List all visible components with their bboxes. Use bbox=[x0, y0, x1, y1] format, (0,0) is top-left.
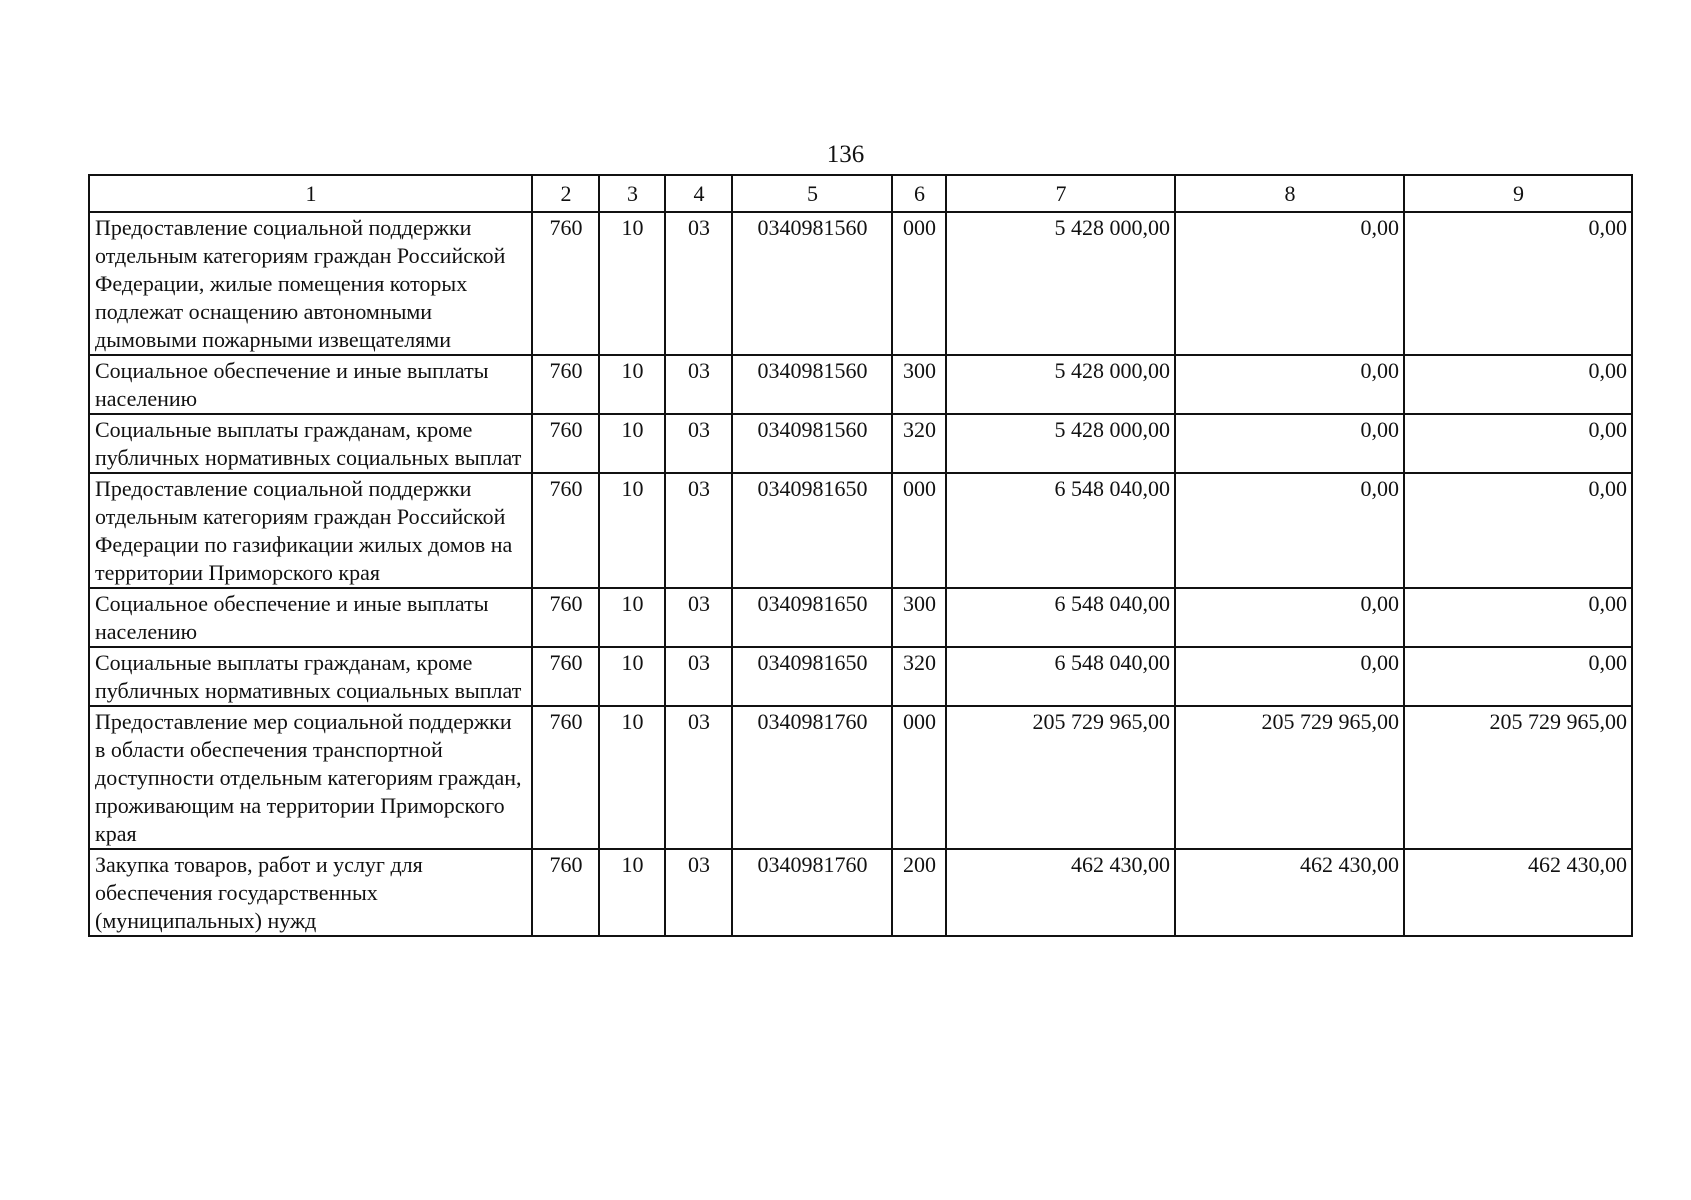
cell-col9: 0,00 bbox=[1404, 414, 1632, 473]
cell-col2: 760 bbox=[532, 588, 599, 647]
cell-col6: 320 bbox=[892, 414, 946, 473]
cell-col4: 03 bbox=[665, 473, 732, 588]
cell-col3: 10 bbox=[599, 588, 665, 647]
cell-col3: 10 bbox=[599, 414, 665, 473]
cell-col7: 5 428 000,00 bbox=[946, 355, 1175, 414]
column-header: 1 bbox=[89, 175, 532, 212]
cell-col4: 03 bbox=[665, 588, 732, 647]
cell-col7: 5 428 000,00 bbox=[946, 414, 1175, 473]
cell-col6: 200 bbox=[892, 849, 946, 936]
cell-col2: 760 bbox=[532, 355, 599, 414]
cell-col5: 0340981560 bbox=[732, 212, 892, 355]
cell-col7: 205 729 965,00 bbox=[946, 706, 1175, 849]
cell-col8: 0,00 bbox=[1175, 355, 1404, 414]
cell-col9: 0,00 bbox=[1404, 212, 1632, 355]
cell-col7: 462 430,00 bbox=[946, 849, 1175, 936]
column-header: 7 bbox=[946, 175, 1175, 212]
column-header: 8 bbox=[1175, 175, 1404, 212]
row-name: Социальные выплаты гражданам, кроме публичных нормативных социальных выплат bbox=[89, 647, 532, 706]
cell-col3: 10 bbox=[599, 706, 665, 849]
cell-col6: 000 bbox=[892, 212, 946, 355]
cell-col5: 0340981650 bbox=[732, 647, 892, 706]
table-row bbox=[89, 647, 1632, 706]
row-name: Предоставление мер социальной поддержки в области обеспечения транспортной доступности отдельным категориям граждан, проживающим на территории Приморского края bbox=[89, 706, 532, 849]
cell-col8: 462 430,00 bbox=[1175, 849, 1404, 936]
table-row bbox=[89, 849, 1632, 936]
cell-col9: 0,00 bbox=[1404, 588, 1632, 647]
cell-col5: 0340981760 bbox=[732, 849, 892, 936]
cell-col9: 0,00 bbox=[1404, 647, 1632, 706]
column-header: 5 bbox=[732, 175, 892, 212]
cell-col3: 10 bbox=[599, 212, 665, 355]
cell-col4: 03 bbox=[665, 414, 732, 473]
cell-col7: 6 548 040,00 bbox=[946, 588, 1175, 647]
row-name: Предоставление социальной поддержки отдельным категориям граждан Российской Федерации по газификации жилых домов на территории Приморского края bbox=[89, 473, 532, 588]
cell-col5: 0340981760 bbox=[732, 706, 892, 849]
row-name: Социальное обеспечение и иные выплаты населению bbox=[89, 355, 532, 414]
cell-col2: 760 bbox=[532, 849, 599, 936]
row-name: Социальное обеспечение и иные выплаты населению bbox=[89, 588, 532, 647]
cell-col2: 760 bbox=[532, 647, 599, 706]
cell-col8: 205 729 965,00 bbox=[1175, 706, 1404, 849]
cell-col4: 03 bbox=[665, 706, 732, 849]
cell-col3: 10 bbox=[599, 849, 665, 936]
cell-col8: 0,00 bbox=[1175, 414, 1404, 473]
table-row bbox=[89, 473, 1632, 588]
cell-col2: 760 bbox=[532, 473, 599, 588]
table-row bbox=[89, 355, 1632, 414]
cell-col3: 10 bbox=[599, 647, 665, 706]
cell-col5: 0340981560 bbox=[732, 355, 892, 414]
cell-col8: 0,00 bbox=[1175, 473, 1404, 588]
page-number: 136 bbox=[826, 141, 865, 168]
header-row bbox=[89, 175, 1632, 212]
table-row bbox=[89, 414, 1632, 473]
cell-col9: 0,00 bbox=[1404, 473, 1632, 588]
cell-col6: 000 bbox=[892, 473, 946, 588]
column-header: 3 bbox=[599, 175, 665, 212]
cell-col2: 760 bbox=[532, 706, 599, 849]
cell-col8: 0,00 bbox=[1175, 588, 1404, 647]
cell-col6: 300 bbox=[892, 588, 946, 647]
cell-col3: 10 bbox=[599, 473, 665, 588]
cell-col9: 0,00 bbox=[1404, 355, 1632, 414]
table-row bbox=[89, 706, 1632, 849]
table-row bbox=[89, 212, 1632, 355]
cell-col9: 205 729 965,00 bbox=[1404, 706, 1632, 849]
cell-col6: 300 bbox=[892, 355, 946, 414]
table-row bbox=[89, 588, 1632, 647]
row-name: Социальные выплаты гражданам, кроме публичных нормативных социальных выплат bbox=[89, 414, 532, 473]
row-name: Закупка товаров, работ и услуг для обеспечения государственных (муниципальных) нужд bbox=[89, 849, 532, 936]
cell-col5: 0340981560 bbox=[732, 414, 892, 473]
cell-col4: 03 bbox=[665, 355, 732, 414]
cell-col7: 6 548 040,00 bbox=[946, 647, 1175, 706]
column-header: 2 bbox=[532, 175, 599, 212]
cell-col4: 03 bbox=[665, 212, 732, 355]
cell-col8: 0,00 bbox=[1175, 212, 1404, 355]
column-header: 9 bbox=[1404, 175, 1632, 212]
column-header: 4 bbox=[665, 175, 732, 212]
cell-col6: 320 bbox=[892, 647, 946, 706]
column-header: 6 bbox=[892, 175, 946, 212]
cell-col7: 5 428 000,00 bbox=[946, 212, 1175, 355]
cell-col5: 0340981650 bbox=[732, 473, 892, 588]
cell-col9: 462 430,00 bbox=[1404, 849, 1632, 936]
cell-col2: 760 bbox=[532, 212, 599, 355]
cell-col3: 10 bbox=[599, 355, 665, 414]
budget-table bbox=[88, 174, 1633, 937]
cell-col7: 6 548 040,00 bbox=[946, 473, 1175, 588]
cell-col2: 760 bbox=[532, 414, 599, 473]
cell-col4: 03 bbox=[665, 647, 732, 706]
row-name: Предоставление социальной поддержки отдельным категориям граждан Российской Федерации, жилые помещения которых подлежат оснащению автономными дымовыми пожарными извещателями bbox=[89, 212, 532, 355]
cell-col6: 000 bbox=[892, 706, 946, 849]
cell-col4: 03 bbox=[665, 849, 732, 936]
cell-col8: 0,00 bbox=[1175, 647, 1404, 706]
cell-col5: 0340981650 bbox=[732, 588, 892, 647]
